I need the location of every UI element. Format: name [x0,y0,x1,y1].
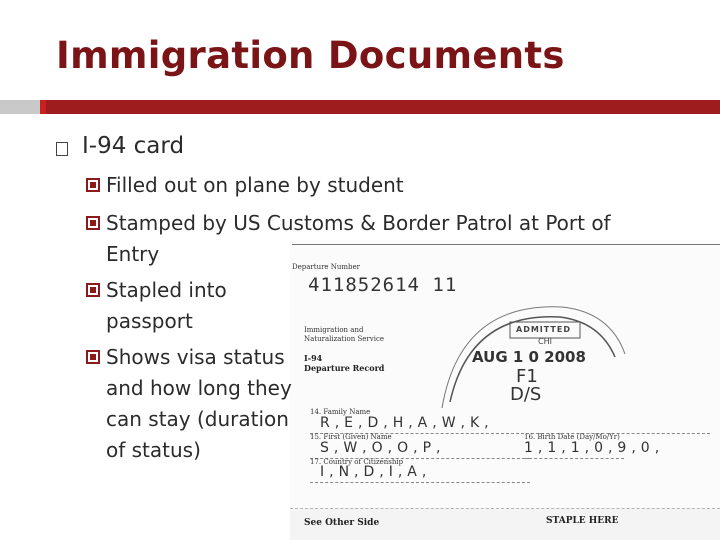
i94-card-image [280,240,720,540]
status-handwritten: F1 [516,366,538,387]
sub-bullet-shows-visa-cont3: of status) [106,438,201,462]
hollow-square-bullet-icon [56,142,68,156]
departure-number-label: Departure Number [292,263,361,271]
birth-date-value: 1,1,1,0,9,0, [524,440,665,456]
form-name: Departure Record [304,363,385,373]
filled-square-bullet-icon [86,178,100,192]
family-name-value: R,E,D,H,A,W,K, [320,415,494,431]
title-rule [46,100,720,114]
agency-line2: Naturalization Service [304,335,385,343]
title-rule-gray [0,100,40,114]
sub-bullet-stamped-cont: Entry [106,242,160,266]
footer-staple-here: STAPLE HERE [546,516,619,526]
form-id: I-94 [304,353,323,363]
footer-see-other-side: See Other Side [304,518,380,528]
agency-line1: Immigration and [304,326,364,334]
sub-bullet-filled-out: Filled out on plane by student [106,173,404,197]
stamp-date: AUG 1 0 2008 [472,348,586,366]
filled-square-bullet-icon [86,283,100,297]
sub-bullet-shows-visa: Shows visa status [106,345,285,369]
bullet-i94-card: I-94 card [82,133,185,159]
citizenship-value: I,N,D,I,A, [320,464,432,480]
birth-date-label: 16. Birth Date (Day/Mo/Yr) [524,433,620,441]
sub-bullet-stapled-cont: passport [106,309,193,333]
citizenship-label: 17. Country of Citizenship [310,458,404,466]
sub-bullet-shows-visa-cont2: can stay (duration [106,407,289,431]
sub-bullet-stamped: Stamped by US Customs & Border Patrol at Port of [106,211,611,235]
status-code: D/S [510,384,542,405]
slide-title: Immigration Documents [56,34,565,77]
family-name-label: 14. Family Name [310,408,371,416]
stamp-admitted: ADMITTED [516,325,571,334]
first-name-label: 15. First (Given) Name [310,433,392,441]
departure-number: 411852614 11 [308,274,458,296]
filled-square-bullet-icon [86,216,100,230]
filled-square-bullet-icon [86,350,100,364]
sub-bullet-shows-visa-cont1: and how long they [106,376,292,400]
citizenship-line [310,482,530,483]
card-top-line [292,244,720,245]
stamp-city: CHI [538,337,552,346]
birth-date-line [524,458,624,459]
first-name-value: S,W,O,O,P, [320,440,446,456]
sub-bullet-stapled: Stapled into [106,278,227,302]
